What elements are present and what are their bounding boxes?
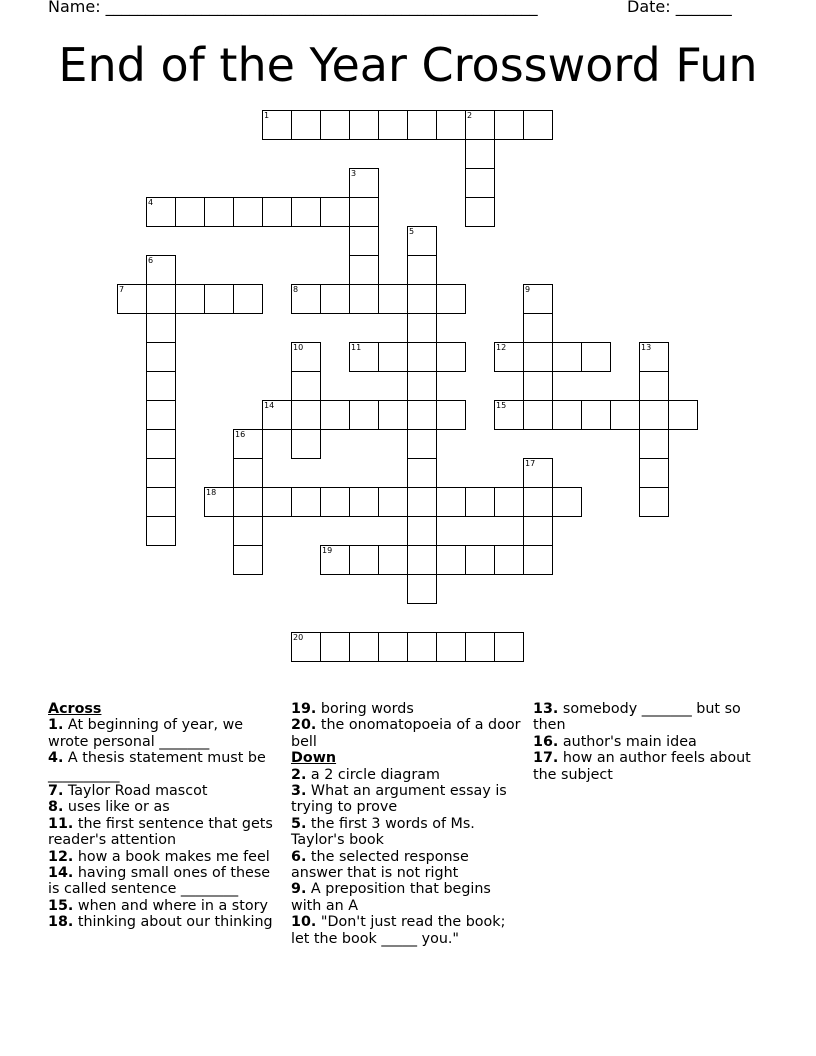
clue-text: having small ones of these is called sentence ________ xyxy=(48,865,271,898)
across-clues-1 xyxy=(48,717,280,930)
clue-number: 7. xyxy=(48,783,64,800)
grid-cell[interactable] xyxy=(146,487,176,517)
grid-cell[interactable] xyxy=(146,313,176,343)
grid-cell[interactable] xyxy=(407,487,437,517)
cell-number: 20 xyxy=(293,633,304,642)
grid-cell[interactable] xyxy=(407,516,437,546)
clue-number: 2. xyxy=(291,766,307,783)
cell-number: 8 xyxy=(293,285,299,294)
grid-cell[interactable] xyxy=(407,284,437,314)
grid-cell[interactable] xyxy=(233,458,263,488)
clue-column-3 xyxy=(533,701,768,783)
grid-cell[interactable] xyxy=(552,342,582,372)
grid-cell[interactable] xyxy=(436,284,466,314)
clue-number: 5. xyxy=(291,815,307,832)
grid-cell[interactable] xyxy=(523,400,553,430)
grid-cell[interactable] xyxy=(204,487,234,517)
cell-number: 3 xyxy=(351,169,357,178)
cell-number: 5 xyxy=(409,227,415,236)
across-clue xyxy=(48,898,280,914)
grid-cell[interactable] xyxy=(436,400,466,430)
grid-cell[interactable] xyxy=(233,487,263,517)
grid-cell[interactable] xyxy=(639,458,669,488)
cell-number: 9 xyxy=(525,285,531,294)
clue-number: 13. xyxy=(533,701,559,717)
grid-cell[interactable] xyxy=(349,284,379,314)
grid-cell[interactable] xyxy=(465,632,495,662)
grid-cell[interactable] xyxy=(146,516,176,546)
clue-number: 16. xyxy=(533,733,559,750)
down-clues-1 xyxy=(291,767,523,947)
across-clue xyxy=(48,783,280,799)
grid-cell[interactable] xyxy=(291,342,321,372)
grid-cell[interactable] xyxy=(610,400,640,430)
grid-cell[interactable] xyxy=(320,284,350,314)
down-clue xyxy=(291,767,523,783)
clue-text: What an argument essay is trying to prove xyxy=(291,783,507,816)
grid-cell[interactable] xyxy=(146,255,176,285)
clue-number: 14. xyxy=(48,865,74,882)
cell-number: 4 xyxy=(148,198,154,207)
clue-text: how a book makes me feel xyxy=(73,848,270,865)
clue-number: 15. xyxy=(48,897,74,914)
clue-column-2 xyxy=(291,701,523,947)
grid-cell[interactable] xyxy=(407,545,437,575)
clue-text: author's main idea xyxy=(558,733,697,750)
grid-cell[interactable] xyxy=(291,284,321,314)
clue-text: uses like or as xyxy=(63,799,170,816)
grid-cell[interactable] xyxy=(581,342,611,372)
clue-text: somebody _______ but so then xyxy=(533,701,741,734)
across-clue xyxy=(291,701,523,717)
clue-text: At beginning of year, we wrote personal _______ xyxy=(48,717,244,750)
cell-number: 6 xyxy=(148,256,154,265)
grid-cell[interactable] xyxy=(407,458,437,488)
clue-number: 9. xyxy=(291,881,307,898)
grid-cell[interactable] xyxy=(262,400,292,430)
grid-cell[interactable] xyxy=(349,400,379,430)
grid-cell[interactable] xyxy=(407,226,437,256)
grid-cell[interactable] xyxy=(291,429,321,459)
grid-cell[interactable] xyxy=(233,429,263,459)
clue-number: 18. xyxy=(48,914,74,931)
grid-cell[interactable] xyxy=(465,545,495,575)
down-clue xyxy=(533,734,768,750)
across-clue xyxy=(48,799,280,815)
clue-text: A preposition that begins with an A xyxy=(291,881,491,914)
grid-cell[interactable] xyxy=(552,487,582,517)
across-clue xyxy=(48,750,280,783)
grid-cell[interactable] xyxy=(349,632,379,662)
grid-cell[interactable] xyxy=(639,400,669,430)
grid-cell[interactable] xyxy=(233,284,263,314)
clue-text: A thesis statement must be __________ xyxy=(48,750,266,783)
cell-number: 19 xyxy=(322,546,333,555)
down-clues-2 xyxy=(533,701,768,783)
grid-cell[interactable] xyxy=(523,110,553,140)
grid-cell[interactable] xyxy=(465,110,495,140)
clue-number: 4. xyxy=(48,750,64,767)
clue-text: the onomatopoeia of a door bell xyxy=(291,717,521,750)
across-heading: Across xyxy=(48,701,102,717)
grid-cell[interactable] xyxy=(378,545,408,575)
grid-cell[interactable] xyxy=(291,632,321,662)
grid-cell[interactable] xyxy=(523,545,553,575)
grid-cell[interactable] xyxy=(523,371,553,401)
down-clue xyxy=(533,750,768,783)
clue-text: the first sentence that gets reader's attention xyxy=(48,815,273,849)
clue-text: Taylor Road mascot xyxy=(63,783,208,800)
across-clue xyxy=(48,865,280,898)
grid-cell[interactable] xyxy=(436,110,466,140)
cell-number: 10 xyxy=(293,343,304,352)
across-clue xyxy=(48,717,280,750)
grid-cell[interactable] xyxy=(146,342,176,372)
grid-cell[interactable] xyxy=(407,255,437,285)
grid-cell[interactable] xyxy=(407,110,437,140)
grid-cell[interactable] xyxy=(523,284,553,314)
grid-cell[interactable] xyxy=(523,516,553,546)
grid-cell[interactable] xyxy=(523,458,553,488)
grid-cell[interactable] xyxy=(668,400,698,430)
cell-number: 16 xyxy=(235,430,246,439)
grid-cell[interactable] xyxy=(465,168,495,198)
cell-number: 15 xyxy=(496,401,507,410)
grid-cell[interactable] xyxy=(146,458,176,488)
grid-cell[interactable] xyxy=(378,284,408,314)
grid-cell[interactable] xyxy=(581,400,611,430)
grid-cell[interactable] xyxy=(552,400,582,430)
clue-number: 6. xyxy=(291,848,307,865)
grid-cell[interactable] xyxy=(407,342,437,372)
cell-number: 12 xyxy=(496,343,507,352)
cell-number: 13 xyxy=(641,343,652,352)
clue-text: when and where in a story xyxy=(73,897,268,914)
grid-cell[interactable] xyxy=(349,545,379,575)
grid-cell[interactable] xyxy=(523,487,553,517)
down-clue xyxy=(291,849,523,882)
grid-cell[interactable] xyxy=(291,197,321,227)
down-clue xyxy=(291,881,523,914)
grid-cell[interactable] xyxy=(291,487,321,517)
down-clue xyxy=(291,914,523,947)
across-clue xyxy=(48,849,280,865)
grid-cell[interactable] xyxy=(407,371,437,401)
cell-number: 2 xyxy=(467,111,473,120)
cell-number: 17 xyxy=(525,459,536,468)
clue-text: how an author feels about the subject xyxy=(533,750,751,783)
grid-cell[interactable] xyxy=(233,545,263,575)
grid-cell[interactable] xyxy=(146,429,176,459)
clue-number: 11. xyxy=(48,815,74,832)
grid-cell[interactable] xyxy=(349,197,379,227)
grid-cell[interactable] xyxy=(146,197,176,227)
grid-cell[interactable] xyxy=(262,197,292,227)
clue-number: 20. xyxy=(291,717,317,734)
down-heading: Down xyxy=(291,750,337,767)
grid-cell[interactable] xyxy=(320,545,350,575)
grid-cell[interactable] xyxy=(436,342,466,372)
grid-cell[interactable] xyxy=(349,226,379,256)
grid-cell[interactable] xyxy=(291,400,321,430)
grid-cell[interactable] xyxy=(175,284,205,314)
clue-text: thinking about our thinking xyxy=(73,914,273,931)
grid-cell[interactable] xyxy=(204,197,234,227)
grid-cell[interactable] xyxy=(494,487,524,517)
grid-cell[interactable] xyxy=(436,545,466,575)
grid-cell[interactable] xyxy=(320,197,350,227)
grid-cell[interactable] xyxy=(233,197,263,227)
clue-column-1 xyxy=(48,701,280,931)
grid-cell[interactable] xyxy=(349,487,379,517)
across-clues-2 xyxy=(291,701,523,750)
grid-cell[interactable] xyxy=(465,139,495,169)
grid-cell[interactable] xyxy=(639,487,669,517)
down-clue xyxy=(291,783,523,816)
grid-cell[interactable] xyxy=(320,632,350,662)
grid-cell[interactable] xyxy=(262,110,292,140)
grid-cell[interactable] xyxy=(320,110,350,140)
grid-cell[interactable] xyxy=(378,487,408,517)
grid-cell[interactable] xyxy=(378,400,408,430)
grid-cell[interactable] xyxy=(494,632,524,662)
clue-text: the first 3 words of Ms. Taylor's book xyxy=(291,815,475,849)
grid-cell[interactable] xyxy=(494,110,524,140)
clue-number: 1. xyxy=(48,717,64,734)
grid-cell[interactable] xyxy=(494,400,524,430)
grid-cell[interactable] xyxy=(378,342,408,372)
name-label: Name: ______________________________________________________ xyxy=(48,0,538,16)
grid-cell[interactable] xyxy=(291,371,321,401)
clue-text: a 2 circle diagram xyxy=(306,766,440,783)
date-label: Date: _______ xyxy=(627,0,732,16)
grid-cell[interactable] xyxy=(436,632,466,662)
clue-text: boring words xyxy=(316,701,414,717)
grid-cell[interactable] xyxy=(494,342,524,372)
clue-number: 3. xyxy=(291,783,307,800)
grid-cell[interactable] xyxy=(146,371,176,401)
grid-cell[interactable] xyxy=(175,197,205,227)
clue-number: 12. xyxy=(48,848,74,865)
clue-number: 8. xyxy=(48,799,64,816)
grid-cell[interactable] xyxy=(146,400,176,430)
grid-cell[interactable] xyxy=(320,487,350,517)
clue-number: 19. xyxy=(291,701,317,717)
grid-cell[interactable] xyxy=(349,342,379,372)
down-clue xyxy=(291,816,523,849)
grid-cell[interactable] xyxy=(378,632,408,662)
clue-number: 10. xyxy=(291,914,317,931)
clue-number: 17. xyxy=(533,750,559,767)
cell-number: 1 xyxy=(264,111,270,120)
grid-cell[interactable] xyxy=(204,284,234,314)
grid-cell[interactable] xyxy=(378,110,408,140)
page-title: End of the Year Crossword Fun xyxy=(58,38,758,92)
grid-cell[interactable] xyxy=(407,632,437,662)
grid-cell[interactable] xyxy=(639,371,669,401)
grid-cell[interactable] xyxy=(523,342,553,372)
grid-cell[interactable] xyxy=(465,487,495,517)
grid-cell[interactable] xyxy=(349,168,379,198)
grid-cell[interactable] xyxy=(436,487,466,517)
grid-cell[interactable] xyxy=(465,197,495,227)
grid-cell[interactable] xyxy=(146,284,176,314)
cell-number: 11 xyxy=(351,343,362,352)
clue-text: the selected response answer that is not right xyxy=(291,848,469,882)
grid-cell[interactable] xyxy=(494,545,524,575)
clue-text: "Don't just read the book; let the book _____ you." xyxy=(291,914,506,947)
grid-cell[interactable] xyxy=(407,313,437,343)
across-clue xyxy=(48,914,280,930)
grid-cell[interactable] xyxy=(349,110,379,140)
grid-cell[interactable] xyxy=(262,487,292,517)
grid-cell[interactable] xyxy=(407,574,437,604)
grid-cell[interactable] xyxy=(639,342,669,372)
across-clue xyxy=(48,816,280,849)
cell-number: 18 xyxy=(206,488,217,497)
grid-cell[interactable] xyxy=(117,284,147,314)
grid-cell[interactable] xyxy=(233,516,263,546)
grid-cell[interactable] xyxy=(523,313,553,343)
grid-cell[interactable] xyxy=(291,110,321,140)
cell-number: 14 xyxy=(264,401,275,410)
grid-cell[interactable] xyxy=(320,400,350,430)
down-clue xyxy=(533,701,768,734)
cell-number: 7 xyxy=(119,285,125,294)
grid-cell[interactable] xyxy=(407,429,437,459)
grid-cell[interactable] xyxy=(349,255,379,285)
across-clue xyxy=(291,717,523,750)
grid-cell[interactable] xyxy=(407,400,437,430)
grid-cell[interactable] xyxy=(639,429,669,459)
